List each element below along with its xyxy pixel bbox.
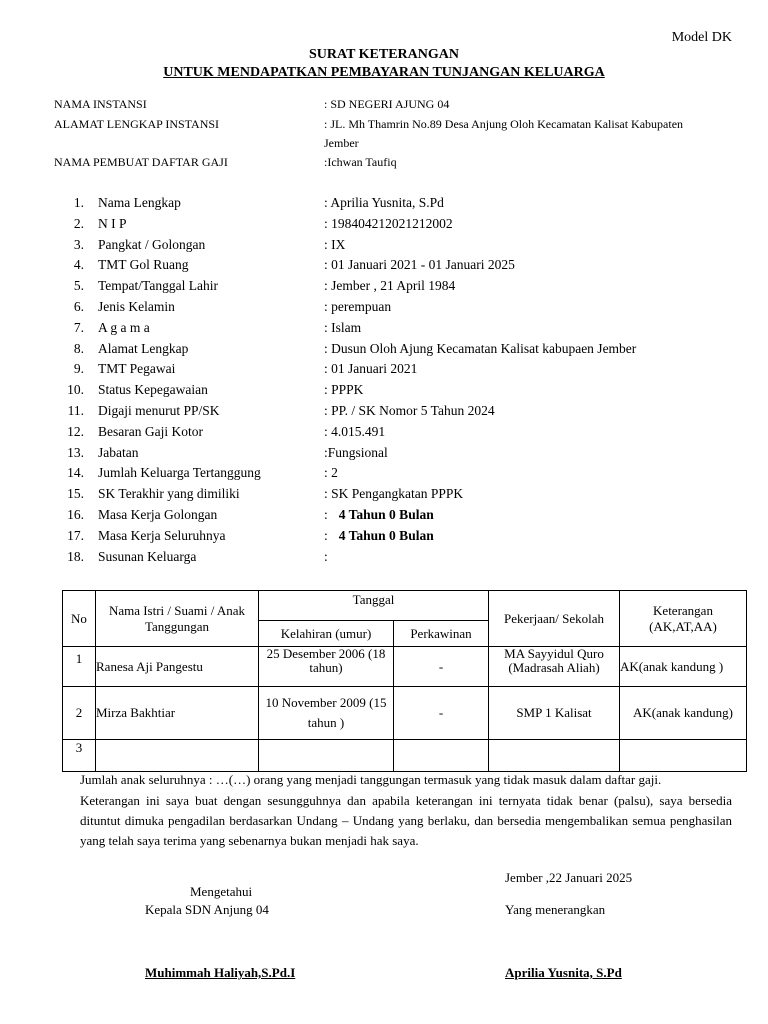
acknowledged-label: Mengetahui [190,884,253,899]
field-value: : Islam [324,319,362,335]
field-number: 5. [73,278,84,294]
row-no: 2 [63,687,96,740]
field-value: : IX [324,236,346,252]
row-pekerjaan: SMP 1 Kalisat [489,687,620,740]
family-table [62,590,747,772]
field-number: 12. [67,423,84,439]
field-value-bold: 4 Tahun 0 Bulan [338,527,434,543]
field-label: Pangkat / Golongan [98,236,206,252]
field-value [324,507,434,523]
model-code: Model DK [671,30,732,45]
field-colon: : [324,507,328,522]
institution-address-value-line1: : JL. Mh Thamrin No.89 Desa Anjung Oloh Kecamatan Kalisat Kabupaten [324,117,684,131]
header-tanggal: Tanggal [259,591,489,621]
table-row [63,687,747,740]
row-keterangan: AK(anak kandung ) [620,647,747,687]
row-pekerjaan [489,740,620,772]
row-keterangan: AK(anak kandung) [620,687,747,740]
row-no: 1 [63,647,96,687]
header-perkawinan: Perkawinan [394,621,489,647]
row-kelahiran: 25 Desember 2006 (18 tahun) [259,647,394,687]
field-number: 16. [67,507,84,522]
field-row [0,445,768,465]
field-row [0,216,768,236]
row-keterangan [620,740,747,772]
field-number: 2. [73,215,84,231]
field-label: Besaran Gaji Kotor [98,423,203,439]
field-label: Susunan Keluarga [98,548,197,564]
payroll-maker-value: :Ichwan Taufiq [324,155,397,169]
field-row [0,465,768,485]
field-number: 6. [73,299,84,314]
field-number: 4. [73,257,84,273]
field-number: 18. [67,548,84,564]
table-header-row [63,591,747,621]
field-value: : 198404212021212002 [324,215,453,231]
field-row [0,237,768,257]
field-row [0,403,768,423]
header-kelahiran: Kelahiran (umur) [259,621,394,647]
row-kelahiran: 10 November 2009 (15 tahun ) [259,687,394,740]
headmaster-title: Kepala SDN Anjung 04 [145,902,269,917]
field-row [0,320,768,340]
field-label: Tempat/Tanggal Lahir [98,278,218,294]
field-label: SK Terakhir yang dimiliki [98,486,240,502]
field-label: Alamat Lengkap [98,340,189,356]
field-value: : perempuan [324,299,392,314]
field-number: 9. [73,361,84,377]
field-row [0,257,768,277]
field-value: : [324,548,328,564]
field-number: 7. [73,319,84,335]
field-number: 13. [67,444,84,460]
document-subtitle: UNTUK MENDAPATKAN PEMBAYARAN TUNJANGAN KELUARGA [163,65,605,80]
field-label: Jabatan [98,444,139,460]
institution-address-label: ALAMAT LENGKAP INSTANSI [54,117,220,131]
institution-address-value-line2: Jember [324,136,359,150]
field-number: 14. [67,465,84,481]
field-row [0,341,768,361]
field-value: : 01 Januari 2021 [324,361,418,377]
field-number: 10. [67,382,84,398]
field-value-bold: 4 Tahun 0 Bulan [338,507,434,522]
field-label: TMT Gol Ruang [98,257,189,273]
field-value: : Aprilia Yusnita, S.Pd [324,195,444,210]
institution-name-value: : SD NEGERI AJUNG 04 [324,97,450,111]
field-value: : Jember , 21 April 1984 [324,278,456,294]
header-name: Nama Istri / Suami / Anak Tanggungan [96,591,259,647]
row-no: 3 [63,740,96,772]
field-row [0,549,768,569]
headmaster-name: Muhimmah Haliyah,S.Pd.I [145,965,296,980]
table-row [63,647,747,687]
field-value: : 4.015.491 [324,423,386,439]
row-name [96,740,259,772]
field-number: 15. [67,486,84,502]
field-row [0,195,768,215]
row-name: Mirza Bakhtiar [96,687,259,740]
declarant-label: Yang menerangkan [505,902,606,917]
field-row [0,299,768,319]
field-row [0,486,768,506]
table-row [63,740,747,772]
field-number: 8. [73,340,84,356]
field-number: 3. [73,236,84,252]
field-row [0,278,768,298]
field-value: : 01 Januari 2021 - 01 Januari 2025 [324,257,515,273]
row-pekerjaan: MA Sayyidul Quro (Madrasah Aliah) [489,647,620,687]
field-row [0,361,768,381]
payroll-maker-label: NAMA PEMBUAT DAFTAR GAJI [54,155,228,169]
field-label: N I P [98,215,127,231]
field-value: : Dusun Oloh Ajung Kecamatan Kalisat kabupaen Jember [324,340,637,356]
field-row [0,507,768,527]
header-no: No [63,591,96,647]
document-title: SURAT KETERANGAN [308,47,459,62]
header-pekerjaan: Pekerjaan/ Sekolah [489,591,620,647]
field-row [0,528,768,548]
field-value: : 2 [324,465,338,481]
declarant-name: Aprilia Yusnita, S.Pd [505,965,622,980]
row-name: Ranesa Aji Pangestu [96,647,259,687]
field-value: : SK Pengangkatan PPPK [324,486,464,502]
field-label: TMT Pegawai [98,361,176,377]
field-label: Status Kepegawaian [98,382,208,398]
row-perkawinan [394,740,489,772]
field-row [0,382,768,402]
field-label: Masa Kerja Seluruhnya [98,527,226,543]
field-value: : PP. / SK Nomor 5 Tahun 2024 [324,403,495,418]
field-label: Nama Lengkap [98,195,181,210]
field-number: 17. [67,527,84,543]
children-count-note: Jumlah anak seluruhnya : …(…) orang yang menjadi tanggungan termasuk yang tidak masuk dalam daftar gaji. [80,772,662,787]
field-label: Digaji menurut PP/SK [98,403,220,418]
field-label: Jenis Kelamin [98,299,175,314]
place-date: Jember ,22 Januari 2025 [505,870,633,885]
field-label: Masa Kerja Golongan [98,507,218,522]
field-row [0,424,768,444]
field-value: : PPPK [324,382,364,398]
row-perkawinan: - [394,687,489,740]
row-kelahiran [259,740,394,772]
row-perkawinan: - [394,647,489,687]
institution-name-label: NAMA INSTANSI [54,97,147,111]
field-colon: : [324,527,328,543]
field-number: 1. [73,195,84,210]
field-label: Jumlah Keluarga Tertanggung [98,465,261,481]
statement-paragraph: Keterangan ini saya buat dengan sesungguhnya dan apabila keterangan ini ternyata tidak benar (palsu), saya bersedia dituntut dimuka pengadilan berdasarkan Undang – Undang yang berlaku, dan bersedia mengembalikan semua penghasilan yang telah saya terima yang sebenarnya bukan menjadi hak saya. [80,793,732,848]
header-keterangan: Keterangan (AK,AT,AA) [620,591,747,647]
field-value: :Fungsional [324,444,388,460]
field-value [324,528,434,544]
field-label: A g a m a [98,319,150,335]
field-number: 11. [67,403,84,418]
